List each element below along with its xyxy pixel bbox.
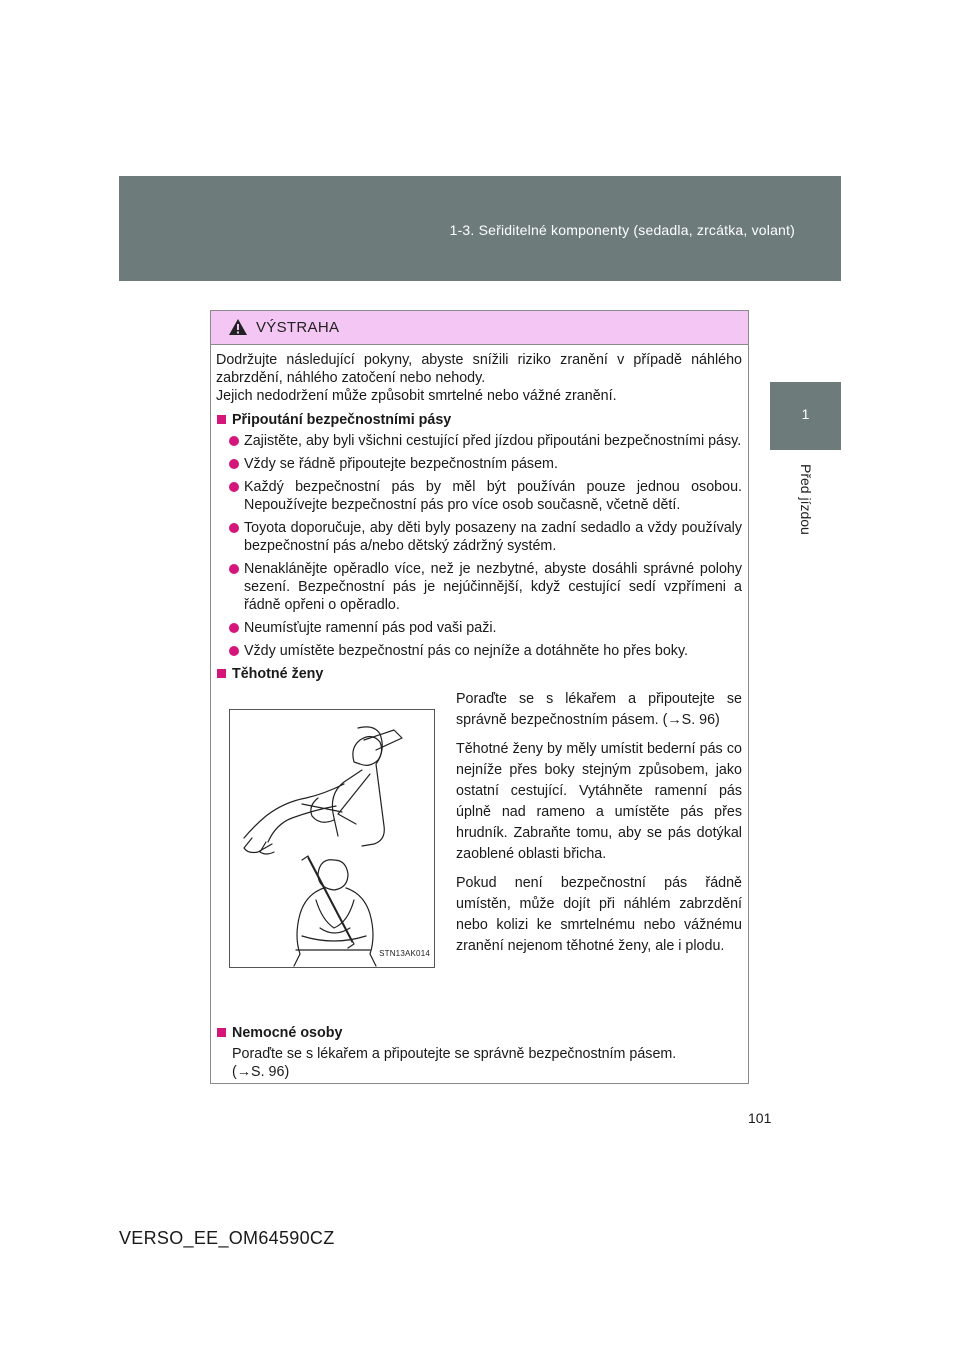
warning-intro: [216, 351, 742, 405]
square-bullet-icon: [217, 1028, 226, 1037]
chapter-tab[interactable]: [770, 382, 841, 450]
ill-persons-text: Poraďte se s lékařem a připoutejte se správně bezpečnostním pásem. (→S. 96): [232, 1046, 677, 1080]
seatbelt-illustration: [229, 709, 435, 968]
square-bullet-icon: [217, 669, 226, 678]
chapter-label-text: Před jízdou: [798, 464, 814, 535]
bullet-dot-icon: [229, 436, 239, 446]
page-number: 101: [748, 1110, 772, 1126]
warning-header: [211, 311, 748, 345]
document-code: VERSO_EE_OM64590CZ: [119, 1228, 335, 1248]
bullet-item: Toyota doporučuje, aby děti byly posazeny na zadní sedadlo a vždy používaly bezpečnostní pás a/nebo dětský zádržný systém.: [216, 519, 742, 555]
pregnant-paragraph: Těhotné ženy by měly umístit bederní pás co nejníže přes boky stejným způsobem, jako ostatní cestující. Vytáhněte ramenní pás úplně nad rameno a umístěte pás přes hrudník. Zabraňte tomu, aby se pás dotýkal zaoblené oblasti břicha.: [456, 741, 742, 862]
section-heading-ill: Nemocné osoby: [216, 1024, 742, 1042]
pregnant-woman-seatbelt-illustration: [230, 710, 434, 967]
bullet-dot-icon: [229, 482, 239, 492]
warning-triangle-icon: [228, 318, 248, 336]
warning-box: [210, 310, 749, 1084]
pregnant-text: [456, 689, 742, 965]
intro-line-1: Dodržujte následující pokyny, abyste snížili riziko zranění v případě náhlého zabrzdění, náhlého zatočení nebo nehody.: [216, 352, 742, 386]
bullet-dot-icon: [229, 623, 239, 633]
chapter-number: 1: [801, 406, 810, 422]
intro-line-2: Jejich nedodržení může způsobit smrtelné nebo vážné zranění.: [216, 388, 617, 404]
bullet-item: Nenaklánějte opěradlo více, než je nezbytné, abyste dosáhli správné polohy sezení. Bezpečnostní pás je nejúčinnější, když cestující sedí vzpřímeni a řádně opřeni o opěradlo.: [216, 560, 742, 614]
section-heading-seatbelts: Připoutání bezpečnostními pásy: [216, 411, 742, 429]
pregnant-paragraph: Poraďte se s lékařem a připoutejte se správně bezpečnostním pásem. (→S. 96): [456, 691, 742, 728]
figure-code: STN13AK014: [379, 949, 430, 958]
bullet-item: Zajistěte, aby byli všichni cestující před jízdou připoutáni bezpečnostními pásy.: [216, 432, 742, 450]
bullet-dot-icon: [229, 459, 239, 469]
page-reference-link[interactable]: (→S. 96): [232, 1064, 290, 1080]
bullet-dot-icon: [229, 646, 239, 656]
chapter-label: [784, 464, 828, 574]
square-bullet-icon: [217, 415, 226, 424]
warning-title: VÝSTRAHA: [256, 319, 340, 336]
bullet-item: Vždy se řádně připoutejte bezpečnostním pásem.: [216, 455, 742, 473]
warning-content: [216, 351, 742, 1081]
bullet-item: Vždy umístěte bezpečnostní pás co nejníže a dotáhněte ho přes boky.: [216, 642, 742, 660]
pregnant-section: [216, 689, 742, 1024]
bullet-dot-icon: [229, 564, 239, 574]
pregnant-paragraph: Pokud není bezpečnostní pás řádně umístěn, může dojít při náhlém zabrzdění nebo kolizi ke smrtelnému nebo vážnému zranění nejenom těhotné ženy, ale i plodu.: [456, 875, 742, 954]
section-title: 1-3. Seřiditelné komponenty (sedadla, zrcátka, volant): [449, 222, 795, 238]
bullet-dot-icon: [229, 523, 239, 533]
bullet-item: Každý bezpečnostní pás by měl být používán pouze jednou osobou. Nepoužívejte bezpečnostní pás pro více osob současně, včetně dětí.: [216, 478, 742, 514]
bullet-item: Neumísťujte ramenní pás pod vaši paži.: [216, 619, 742, 637]
header-band: [119, 176, 841, 281]
section-heading-pregnant: Těhotné ženy: [216, 665, 742, 683]
